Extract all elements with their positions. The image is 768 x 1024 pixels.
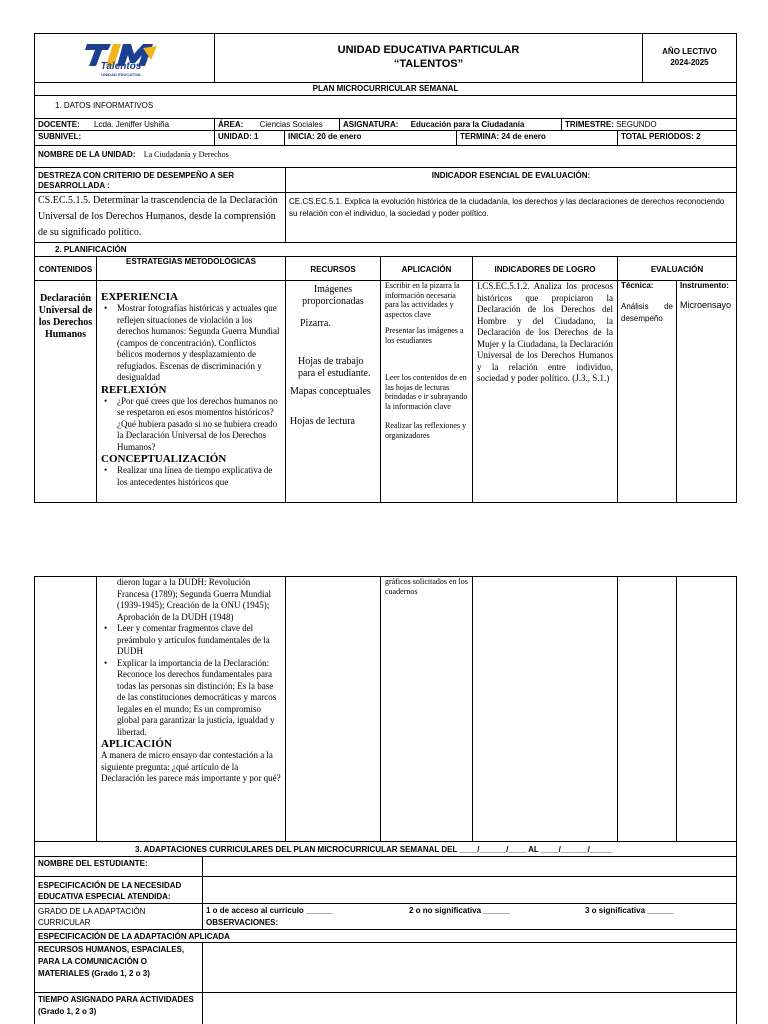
tecnica-value: Análisis de desempeño bbox=[621, 302, 673, 323]
instrumento-label: Instrumento: bbox=[680, 281, 729, 290]
recursos-cell-cont bbox=[285, 576, 381, 842]
col-recursos: RECURSOS bbox=[285, 256, 381, 281]
recursos-adaptacion-field[interactable] bbox=[202, 942, 737, 993]
plan-title: PLAN MICROCURRICULAR SEMANAL bbox=[34, 82, 737, 96]
aplicacion-cell-cont bbox=[380, 576, 473, 842]
recursos-adaptacion-label: RECURSOS HUMANOS, ESPACIALES, PARA LA COMUNICACIÓN O MATERIALES (Grado 1, 2 o 3) bbox=[34, 942, 203, 993]
tecnica-cell-cont bbox=[617, 576, 677, 842]
concept-item-1-part1: • Realizar una línea de tiempo explicativa de los antecedentes históricos que bbox=[101, 465, 281, 488]
asignatura-value: Educación para la Ciudadanía bbox=[410, 120, 525, 129]
concept-item-1-part2: dieron lugar a la DUDH: Revolución Francesa (1789); Segunda Guerra Mundial (1939-1945); Creación de la ONU (1945); Aprobación de la DUDH (1948) bbox=[117, 577, 271, 622]
total-periodos-cell: TOTAL PERIODOS: 2 bbox=[617, 130, 737, 146]
recurso-2: Pizarra. bbox=[300, 318, 331, 329]
page-1 bbox=[34, 33, 737, 503]
especificacion-aplicada-label: ESPECIFICACIÓN DE LA ADAPTACIÓN APLICADA bbox=[34, 929, 737, 943]
trimestre-value: SEGUNDO bbox=[616, 120, 657, 129]
logo-cell bbox=[34, 33, 215, 83]
destreza-header: DESTREZA CON CRITERIO DE DESEMPEÑO A SER DESARROLLADA : bbox=[34, 167, 286, 193]
concept-item-3: • Explicar la importancia de la Declaración: Reconoce los derechos fundamentales para todas las personas sin distinción; Es la base de las constituciones democráticas y marcos legales en el mundo; Es un compromiso global para garantizar la justicia, igualdad y libertad. bbox=[101, 658, 281, 739]
nombre-estudiante-field[interactable] bbox=[202, 856, 737, 877]
page-2 bbox=[34, 576, 737, 1024]
section-3-title: 3. ADAPTACIONES CURRICULARES DEL PLAN MICROCURRICULAR SEMANAL DEL ____/______/____ AL ____/______/_____ bbox=[34, 841, 737, 857]
destreza-text: CS.EC.5.1.5. Determinar la trascendencia de la Declaración Universal de los Derechos Humanos, desde la comprensión de su significado político. bbox=[34, 192, 286, 243]
area-label: ÁREA: bbox=[218, 120, 244, 129]
contenido-cell-cont bbox=[34, 576, 97, 842]
unidad-cell: UNIDAD: 1 bbox=[214, 130, 285, 146]
recurso-1: Imágenes proporcionadas bbox=[302, 284, 364, 307]
trimestre-label: TRIMESTRE: bbox=[565, 120, 614, 129]
indicador-logro-cell: I.CS.EC.5.1.2. Analiza los procesos históricos que propiciaron la Declaración de los Derechos del Hombre y del Ciudadano, la Declaración de los Derechos de la Mujer y la Ciudadana, la Declaración Universal de los Derechos Humanos y la relación entre individuo, sociedad y poder político. (J.3., S.1.) bbox=[472, 280, 618, 503]
subnivel-cell: SUBNIVEL: bbox=[34, 130, 215, 146]
estrategias-cell-cont bbox=[96, 576, 286, 842]
aplicacion-cell bbox=[380, 280, 473, 503]
recurso-3: Hojas de trabajo para el estudiante. bbox=[298, 356, 371, 379]
aplicacion-text: A manera de micro ensayo dar contestación a la siguiente pregunta: ¿qué artículo de la Declaración les parece más importante y por qué? bbox=[101, 750, 281, 783]
tiempo-asignado-label: TIEMPO ASIGNADO PARA ACTIVIDADES (Grado 1, 2 o 3) bbox=[34, 992, 203, 1024]
termina-cell: TERMINA: 24 de enero bbox=[456, 130, 618, 146]
grado-opcion-1[interactable]: 1 o de acceso al currículo ______ bbox=[206, 906, 333, 915]
reflexion-title: REFLEXIÓN bbox=[101, 383, 167, 396]
col-indicadores: INDICADORES DE LOGRO bbox=[472, 256, 618, 281]
instrumento-cell bbox=[676, 280, 737, 503]
estrategias-cell bbox=[96, 280, 286, 503]
aplicacion-1: Escribir en la pizarra la información necesaria para las actividades y aspectos clave bbox=[385, 281, 460, 319]
inicia-cell: INICIA: 20 de enero bbox=[284, 130, 457, 146]
especificacion-necesidad-label: ESPECIFICACIÓN DE LA NECESIDAD EDUCATIVA ESPECIAL ATENDIDA: bbox=[34, 876, 203, 904]
recurso-4: Mapas conceptuales bbox=[290, 386, 371, 397]
instrumento-cell-cont bbox=[676, 576, 737, 842]
observaciones-label: OBSERVACIONES: bbox=[206, 918, 279, 927]
grado-opcion-3[interactable]: 3 o significativa ______ bbox=[585, 906, 674, 915]
school-name bbox=[214, 33, 643, 83]
area-value: Ciencias Sociales bbox=[259, 120, 323, 129]
section-1-title: 1. DATOS INFORMATIVOS bbox=[34, 95, 737, 119]
tecnica-label: Técnica: bbox=[621, 281, 654, 290]
asignatura-label: ASIGNATURA: bbox=[343, 120, 399, 129]
aplicacion-2: Presentar las imágenes a los estudiantes bbox=[385, 326, 464, 345]
contenido-cell: Declaración Universal de los Derechos Humanos bbox=[34, 280, 97, 503]
col-aplicacion: APLICACIÓN bbox=[380, 256, 473, 281]
grado-adaptacion-field bbox=[202, 903, 737, 930]
conceptualizacion-title: CONCEPTUALIZACIÓN bbox=[101, 453, 227, 465]
instrumento-value: Microensayo bbox=[680, 300, 732, 310]
nombre-unidad-label: NOMBRE DE LA UNIDAD: bbox=[38, 150, 136, 159]
recurso-5: Hojas de lectura bbox=[290, 416, 355, 427]
experiencia-item: • Mostrar fotografías históricas y actuales que reflejen situaciones de violación a los derechos humanos: Segunda Guerra Mundial (campos de concentración). Conflictos bélicos modernos y desplazamiento de refugiados. Escenas de discriminación y desigualdad bbox=[101, 303, 281, 384]
indicador-logro-cell-cont bbox=[472, 576, 618, 842]
col-evaluacion: EVALUACIÓN bbox=[617, 256, 737, 281]
school-name-line2: “TALENTOS” bbox=[393, 58, 464, 70]
section-2-title: 2. PLANIFICACIÓN bbox=[34, 242, 737, 257]
docente-label: DOCENTE: bbox=[38, 120, 80, 129]
indicador-text: CE.CS.EC.5.1. Explica la evolución histórica de la ciudadanía, los derechos y las declaraciones de derechos reconociendo su relación con el individuo, la sociedad y poder político. bbox=[285, 192, 737, 243]
tiempo-asignado-field[interactable] bbox=[202, 992, 737, 1024]
school-name-line1: UNIDAD EDUCATIVA PARTICULAR bbox=[337, 44, 520, 56]
docente-value: Lcda. Jeniffer Ushiña bbox=[94, 120, 170, 129]
school-year bbox=[642, 33, 737, 83]
especificacion-necesidad-field[interactable] bbox=[202, 876, 737, 904]
col-contenidos: CONTENIDOS bbox=[34, 256, 97, 281]
aplicacion-4-part1: Realizar las reflexiones y organizadores bbox=[385, 421, 467, 440]
grado-adaptacion-label: GRADO DE LA ADAPTACIÓN CURRICULAR bbox=[34, 903, 203, 930]
school-year-label: AÑO LECTIVO bbox=[662, 47, 717, 56]
aplicacion-4-part2: gráficos solicitados en los cuadernos bbox=[385, 577, 468, 596]
nombre-estudiante-label: NOMBRE DEL ESTUDIANTE: bbox=[34, 856, 203, 877]
logo-text: Talentos bbox=[100, 61, 142, 72]
nombre-unidad-cell bbox=[34, 145, 737, 168]
indicador-header: INDICADOR ESENCIAL DE EVALUACIÓN: bbox=[285, 167, 737, 193]
aplicacion-3: Leer los contenidos de en las hojas de lecturas brindadas e ir subrayando la información clave bbox=[385, 373, 468, 411]
col-estrategias: ESTRATEGIAS METODOLÓGICAS bbox=[96, 256, 286, 281]
tecnica-cell bbox=[617, 280, 677, 503]
nombre-unidad-value: La Ciudadanía y Derechos bbox=[143, 150, 229, 159]
aplicacion-title: APLICACIÓN bbox=[101, 738, 172, 750]
experiencia-title: EXPERIENCIA bbox=[101, 291, 179, 303]
reflexion-item: • ¿Por qué crees que los derechos humanos no se respetaron en esos momentos históricos? ¿Qué hubiera pasado si no se hubiera creado la Declaración Universal de los Derechos Humanos? bbox=[101, 396, 281, 454]
logo-subtext: UNIDAD EDUCATIVA bbox=[101, 72, 141, 77]
school-year-value: 2024-2025 bbox=[670, 58, 709, 67]
concept-item-2: • Leer y comentar fragmentos clave del preámbulo y artículos fundamentales de la DUDH bbox=[101, 623, 281, 658]
recursos-cell bbox=[285, 280, 381, 503]
grado-opcion-2[interactable]: 2 o no significativa ______ bbox=[409, 906, 510, 915]
